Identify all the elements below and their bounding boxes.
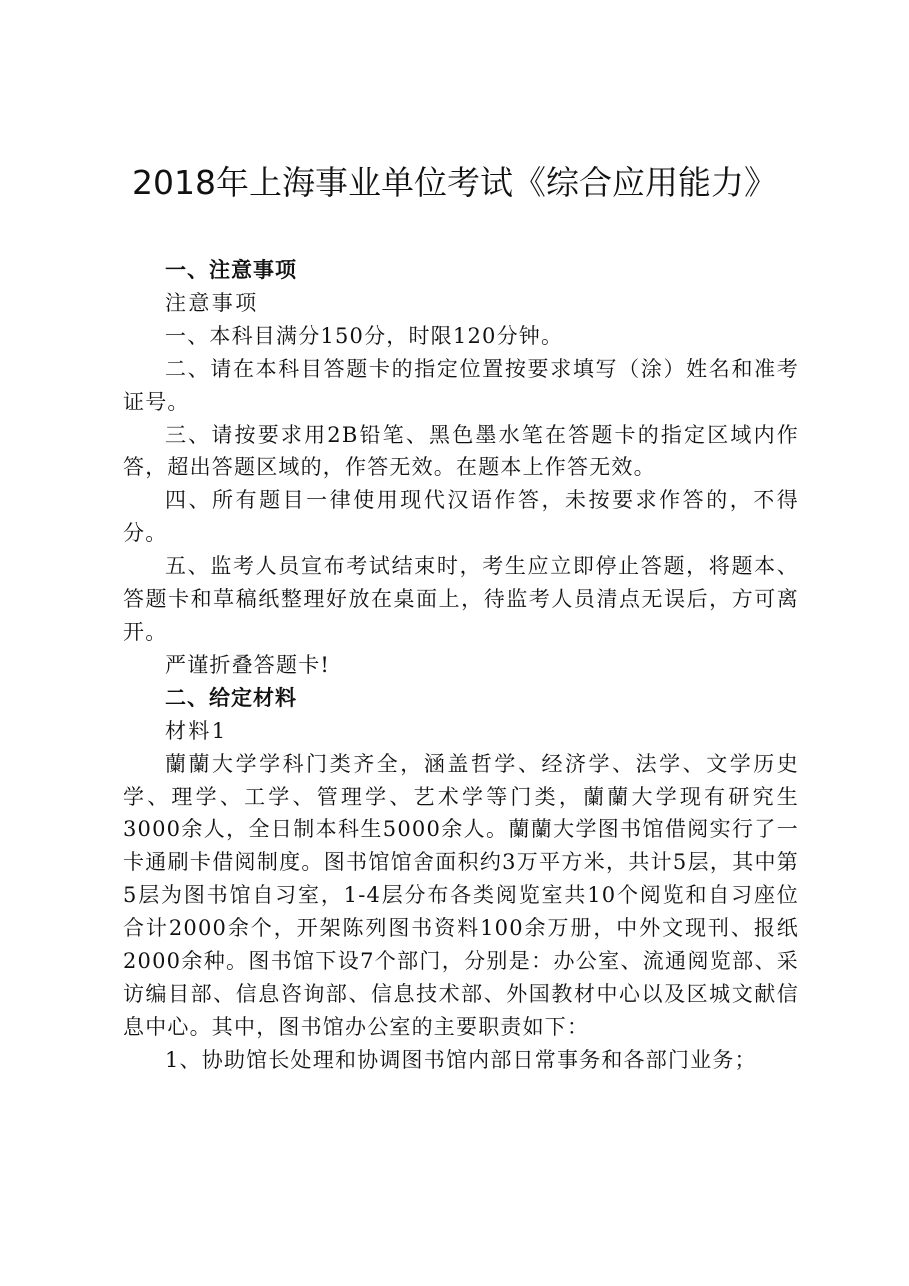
notice-item-6: 严谨折叠答题卡! [165,652,331,677]
section-heading-materials: 二、给定材料 [165,685,297,710]
document-title: 2018年上海事业单位考试《综合应用能力》 [132,163,777,202]
notice-item-2: 二、请在本科目答题卡的指定位置按要求填写（涂）姓名和准考证号。 [123,356,799,414]
section-heading-notice: 一、注意事项 [165,258,297,282]
material-paragraph: 蘭蘭大学学科门类齐全，涵盖哲学、经济学、法学、文学历史学、理学、工学、管理学、艺术学等门类，蘭蘭大学现有研究生3000余人，全日制本科生5000余人。蘭蘭大学图书馆借阅实行了一卡通刷卡借阅制度。图书馆馆舍面积约3万平方米，共计5层，其中第5层为图书馆自习室，1-4层分布各类阅览室共10个阅览和自习座位合计2000余个，开架陈列图书资料100余万册，中外文现刊、报纸2000余种。图书馆下设7个部门，分别是：办公室、流通阅览部、采访编目部、信息咨询部、信息技术部、外国教材中心以及区城文献信息中心。其中，图书馆办公室的主要职责如下： [123,751,799,1039]
notice-item-1: 一、本科目满分150分，时限120分钟。 [165,323,564,348]
duty-item-1: 1、协助馆长处理和协调图书馆内部日常事务和各部门业务； [165,1047,757,1072]
material-label: 材料1 [165,718,228,743]
notice-item-3: 三、请按要求用2B铅笔、黑色墨水笔在答题卡的指定区域内作答，超出答题区域的，作答无效。在题本上作答无效。 [123,422,799,480]
notice-label: 注意事项 [165,290,259,315]
notice-item-5: 五、监考人员宣布考试结束时，考生应立即停止答题，将题本、答题卡和草稿纸整理好放在桌面上，待监考人员清点无误后，方可离开。 [123,554,799,644]
notice-item-4: 四、所有题目一律使用现代汉语作答，未按要求作答的，不得分。 [123,488,799,546]
document-body [123,254,799,1077]
